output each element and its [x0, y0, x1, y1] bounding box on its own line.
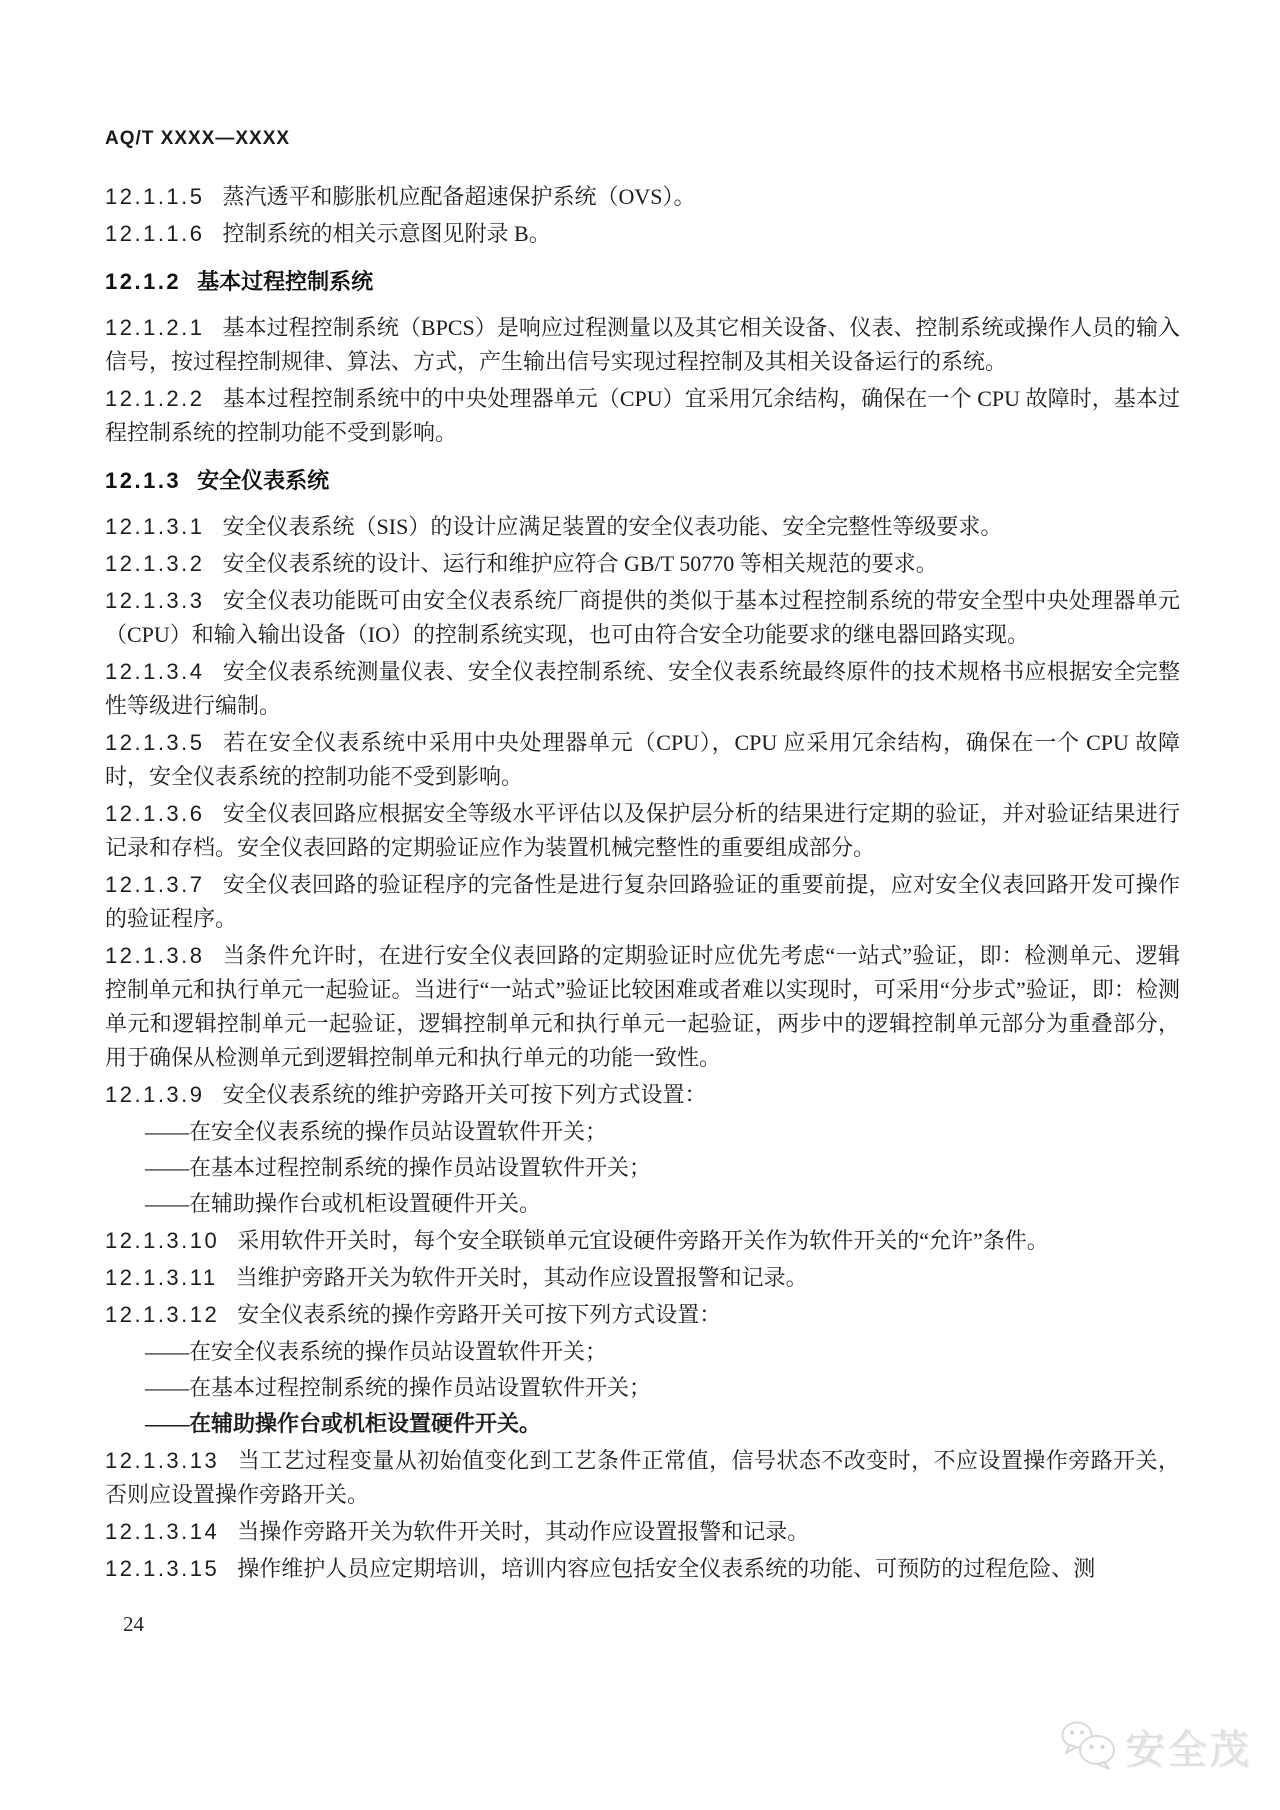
page-number: 24	[123, 1612, 144, 1636]
clause	[105, 584, 1180, 652]
clause-text: 安全仪表回路应根据安全等级水平评估以及保护层分析的结果进行定期的验证，并对验证结果进行记录和存档。安全仪表回路的定期验证应作为装置机械完整性的重要组成部分。	[105, 801, 1180, 860]
clause-text: 操作维护人员应定期培训，培训内容应包括安全仪表系统的功能、可预防的过程危险、测	[237, 1556, 1096, 1581]
clause	[105, 1444, 1180, 1512]
clause-number: 12.1.2.2	[105, 386, 205, 411]
section-heading	[105, 464, 1180, 498]
section-heading	[105, 265, 1180, 299]
clause	[105, 510, 1180, 544]
wechat-chat-bubbles-icon	[1060, 1719, 1118, 1776]
clause-text: 控制系统的相关示意图见附录 B。	[222, 221, 551, 246]
dash-item: ——在安全仪表系统的操作员站设置软件开关；	[145, 1119, 608, 1144]
clause	[105, 311, 1180, 379]
clause-number: 12.1.3.5	[105, 730, 205, 755]
clause	[105, 1224, 1180, 1258]
clause-text: 当工艺过程变量从初始值变化到工艺条件正常值，信号状态不改变时，不应设置操作旁路开关，否则应设置操作旁路开关。	[105, 1448, 1180, 1507]
clause-text: 当条件允许时，在进行安全仪表回路的定期验证时应优先考虑“一站式”验证，即：检测单元、逻辑控制单元和执行单元一起验证。当进行“一站式”验证比较困难或者难以实现时，可采用“分步式”验证，即：检测单元和逻辑控制单元一起验证，逻辑控制单元和执行单元一起验证，两步中的逻辑控制单元部分为重叠部分，用于确保从检测单元到逻辑控制单元和执行单元的功能一致性。	[105, 943, 1180, 1070]
clause-text: 当维护旁路开关为软件开关时，其动作应设置报警和记录。	[235, 1265, 808, 1290]
clause-text: 安全仪表回路的验证程序的完备性是进行复杂回路验证的重要前提，应对安全仪表回路开发可操作的验证程序。	[105, 872, 1180, 931]
clause-text: 安全仪表系统测量仪表、安全仪表控制系统、安全仪表系统最终原件的技术规格书应根据安全完整性等级进行编制。	[105, 659, 1180, 718]
clause-number: 12.1.3.6	[105, 801, 205, 826]
clause-number: 12.1.3.3	[105, 588, 205, 613]
clause-number: 12.1.3.10	[105, 1228, 220, 1253]
clause-number: 12.1.3.8	[105, 943, 205, 968]
clause-number: 12.1.3.13	[105, 1448, 220, 1473]
clause-text: 基本过程控制系统中的中央处理器单元（CPU）宜采用冗余结构，确保在一个 CPU 故障时，基本过程控制系统的控制功能不受到影响。	[105, 386, 1180, 445]
clause-text: 安全仪表系统（SIS）的设计应满足装置的安全仪表功能、安全完整性等级要求。	[222, 514, 1003, 539]
dash-item: ——在基本过程控制系统的操作员站设置软件开关；	[145, 1375, 652, 1400]
clause-number: 12.1.3.7	[105, 872, 205, 897]
clause	[105, 1552, 1180, 1586]
clause-number: 12.1.3.4	[105, 659, 205, 684]
clause-text: 安全仪表功能既可由安全仪表系统厂商提供的类似于基本过程控制系统的带安全型中央处理器单元（CPU）和输入输出设备（IO）的控制系统实现，也可由符合安全功能要求的继电器回路实现。	[105, 588, 1180, 647]
clause-number: 12.1.3.12	[105, 1302, 220, 1327]
dash-item: ——在基本过程控制系统的操作员站设置软件开关；	[145, 1155, 652, 1180]
clause	[105, 797, 1180, 865]
clause-number: 12.1.3.14	[105, 1519, 220, 1544]
clause	[105, 547, 1180, 581]
clause	[105, 1261, 1180, 1295]
watermark	[1060, 1719, 1252, 1776]
clause	[105, 939, 1180, 1075]
dash-item: ——在辅助操作台或机柜设置硬件开关。	[145, 1191, 542, 1216]
clause-number: 12.1.1.5	[105, 184, 205, 209]
clause	[105, 180, 1180, 214]
clause-text: 安全仪表系统的设计、运行和维护应符合 GB/T 50770 等相关规范的要求。	[222, 551, 938, 576]
clause-number: 12.1.3.11	[105, 1265, 218, 1290]
heading-number: 12.1.3	[105, 468, 182, 493]
document-header: AQ/T XXXX—XXXX	[105, 128, 291, 149]
heading-text: 基本过程控制系统	[197, 269, 374, 294]
dash-item: ——在安全仪表系统的操作员站设置软件开关；	[145, 1339, 608, 1364]
clause-number: 12.1.3.9	[105, 1082, 205, 1107]
heading-text: 安全仪表系统	[197, 468, 330, 493]
clause	[105, 868, 1180, 936]
dash-item: ——在辅助操作台或机柜设置硬件开关。	[145, 1411, 542, 1436]
heading-number: 12.1.2	[105, 269, 182, 294]
clause-text: 采用软件开关时，每个安全联锁单元宜设硬件旁路开关作为软件开关的“允许”条件。	[237, 1228, 1049, 1253]
clause-text: 蒸汽透平和膨胀机应配备超速保护系统（OVS）。	[222, 184, 696, 209]
clause	[105, 382, 1180, 450]
clause-number: 12.1.3.1	[105, 514, 205, 539]
clause-text: 当操作旁路开关为软件开关时，其动作应设置报警和记录。	[237, 1519, 810, 1544]
clause-text: 基本过程控制系统（BPCS）是响应过程测量以及其它相关设备、仪表、控制系统或操作人员的输入信号，按过程控制规律、算法、方式，产生输出信号实现过程控制及其相关设备运行的系统。	[105, 315, 1180, 374]
clause-number: 12.1.1.6	[105, 221, 205, 246]
clause	[105, 1515, 1180, 1549]
clause	[105, 1298, 1180, 1332]
clause	[105, 217, 1180, 251]
clause	[105, 655, 1180, 723]
clause-number: 12.1.2.1	[105, 315, 205, 340]
clause	[105, 726, 1180, 794]
clause	[105, 1078, 1180, 1112]
clause-number: 12.1.3.2	[105, 551, 205, 576]
watermark-text: 安全茂	[1126, 1729, 1252, 1773]
clause-text: 若在安全仪表系统中采用中央处理器单元（CPU），CPU 应采用冗余结构，确保在一个 CPU 故障时，安全仪表系统的控制功能不受到影响。	[105, 730, 1180, 789]
clause-number: 12.1.3.15	[105, 1556, 220, 1581]
clause-text: 安全仪表系统的操作旁路开关可按下列方式设置：	[237, 1302, 722, 1327]
clause-text: 安全仪表系统的维护旁路开关可按下列方式设置：	[222, 1082, 707, 1107]
